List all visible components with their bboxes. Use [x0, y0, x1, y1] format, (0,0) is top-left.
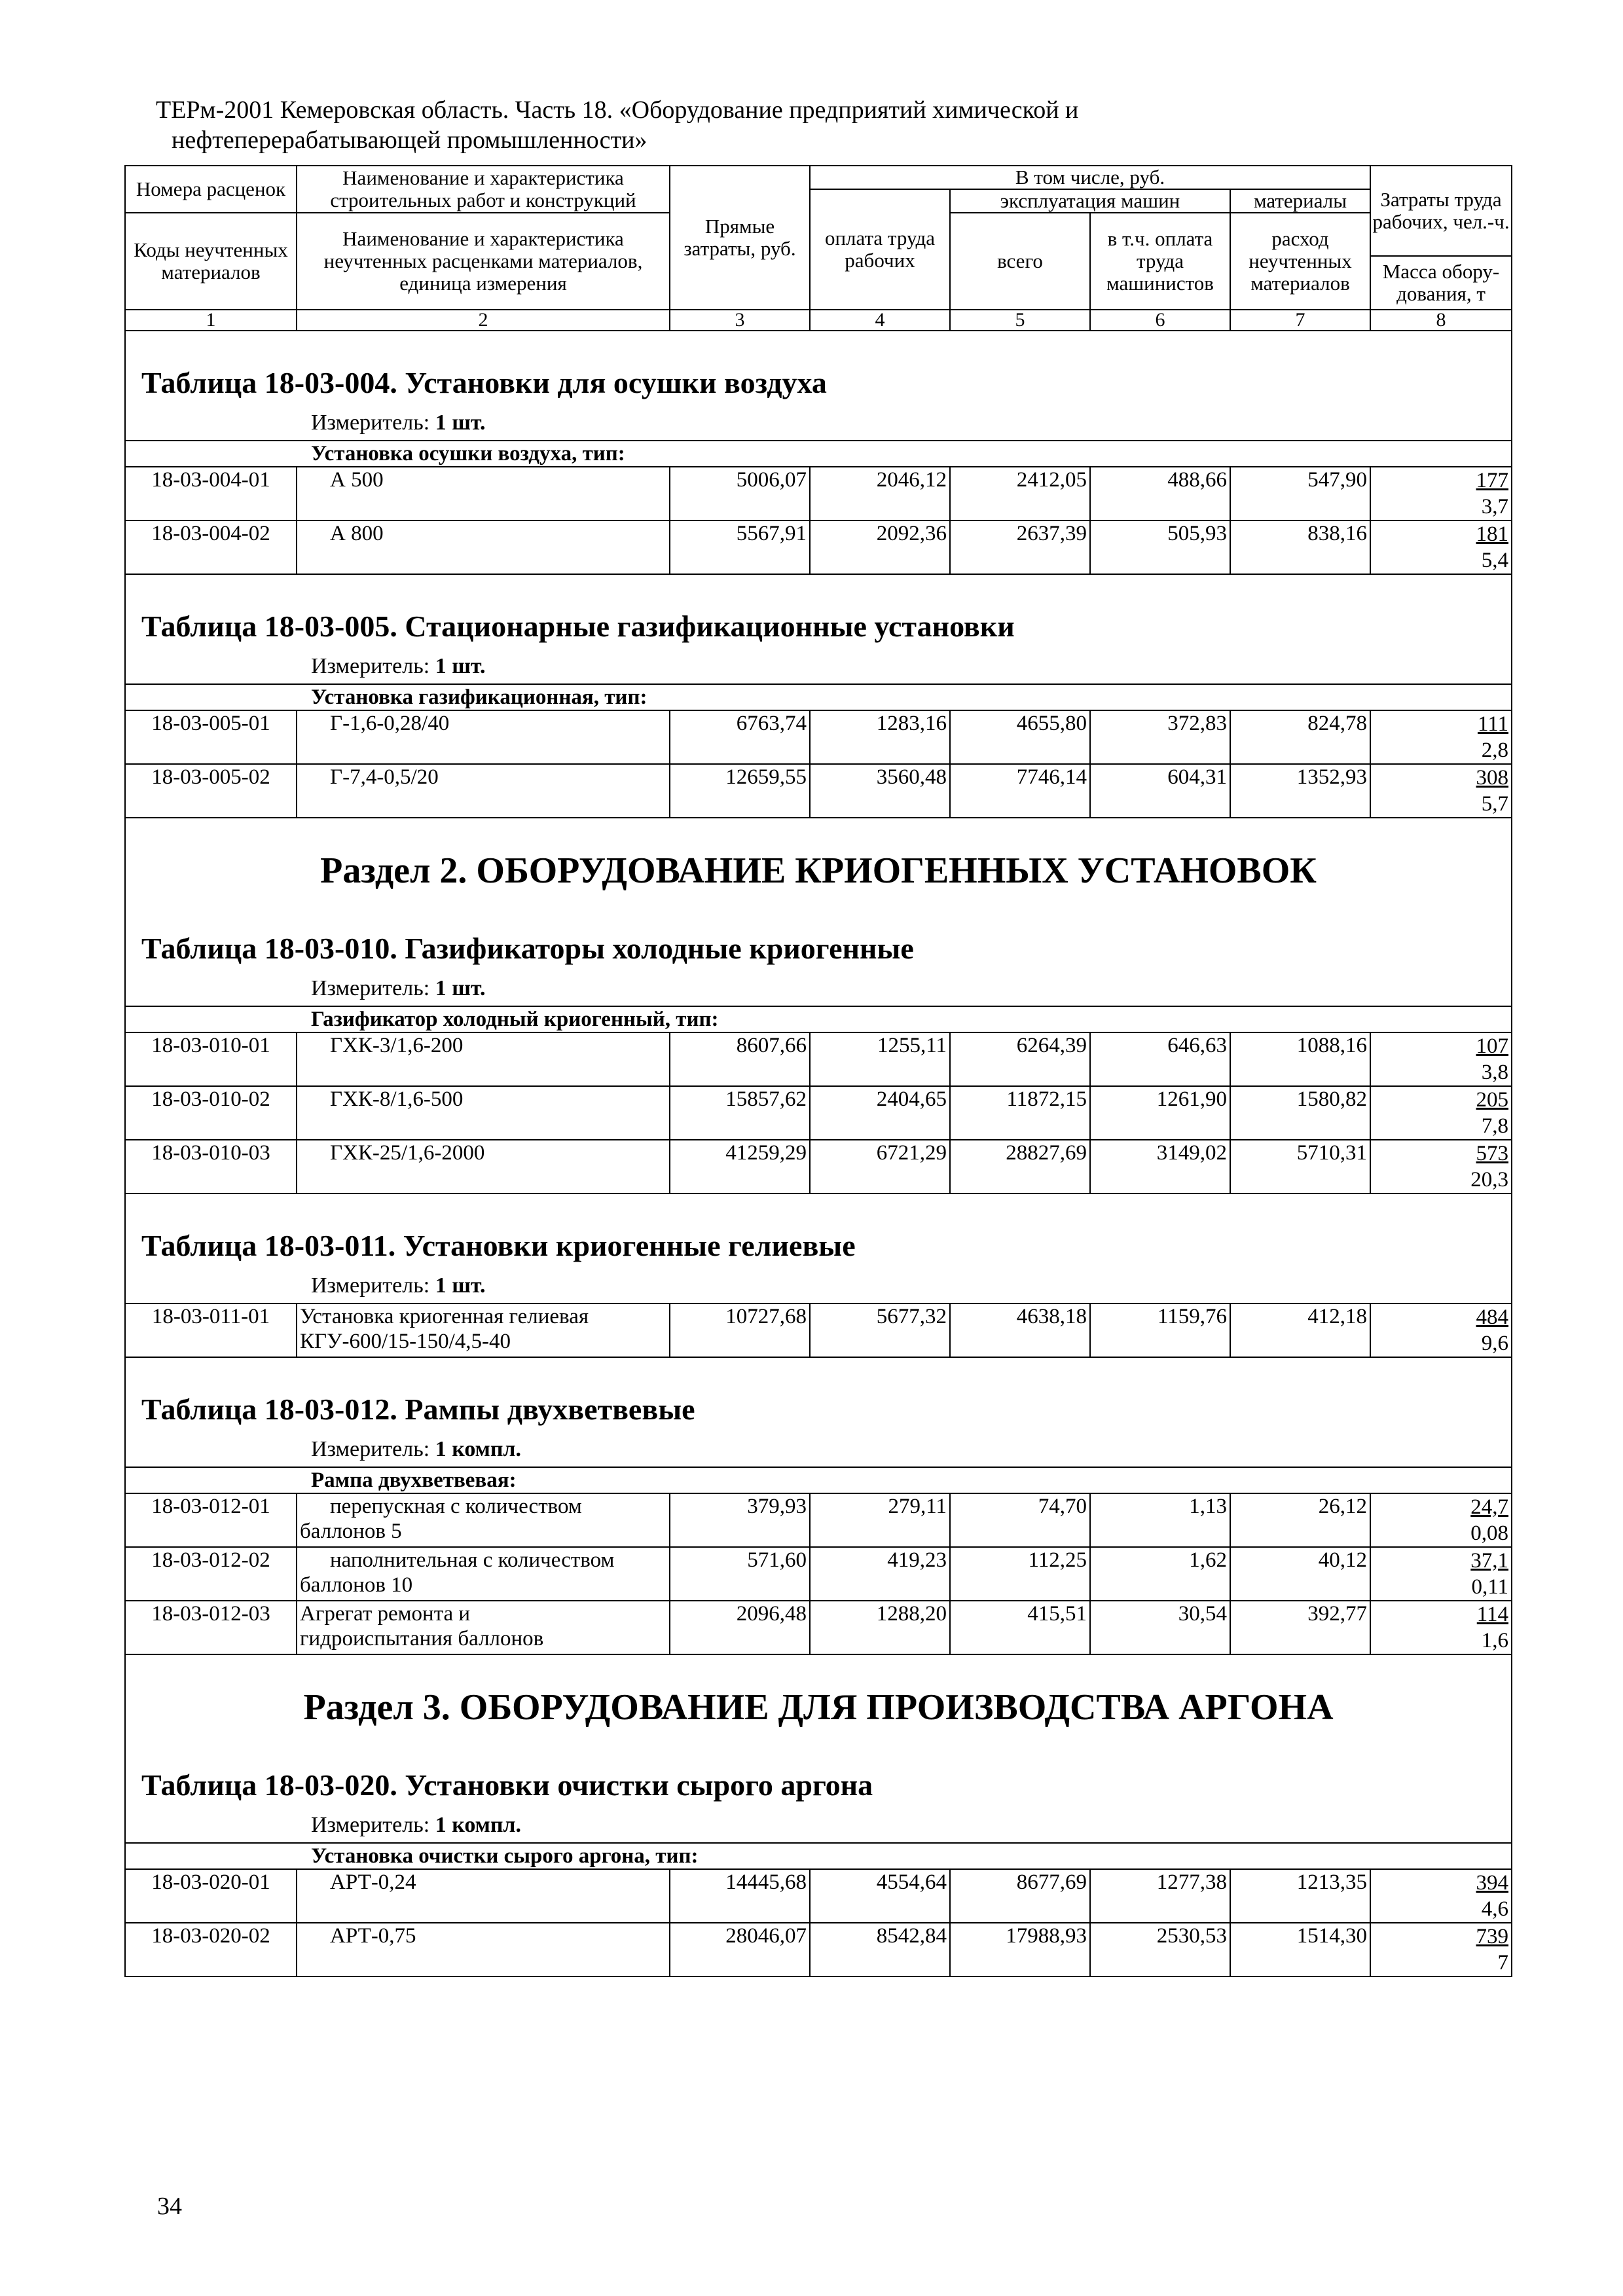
equipment-mass: 3,8 [1481, 1061, 1509, 1084]
rate-name: Г-1,6-0,28/40 [297, 710, 670, 764]
col-num: 2 [297, 310, 670, 331]
materials: 1514,30 [1230, 1923, 1370, 1977]
vtch-header: в т.ч. оплата труда машинистов [1090, 213, 1230, 310]
equipment-mass: 7 [1497, 1951, 1509, 1975]
labor-hours: 308 [1476, 766, 1509, 790]
equipment-mass: 5,7 [1481, 792, 1509, 816]
oplata-header: оплата труда рабочих [810, 189, 950, 310]
rate-code: 18-03-010-01 [125, 1032, 297, 1086]
rate-name-line1: наполнительная с количеством [330, 1548, 615, 1572]
measure-value: 1 шт. [435, 410, 486, 435]
labor-mass [1370, 1303, 1512, 1357]
machine-total: 6264,39 [950, 1032, 1090, 1086]
direct-cost: 10727,68 [670, 1303, 810, 1357]
rate-name-line2: гидроиспытания баллонов [300, 1627, 544, 1650]
machinist-pay: 30,54 [1090, 1601, 1230, 1654]
rate-name [297, 1493, 670, 1547]
col1-top-header: Номера расценок [125, 166, 297, 213]
rate-name: ГХК-8/1,6-500 [297, 1086, 670, 1140]
materials: 412,18 [1230, 1303, 1370, 1357]
table-title: Таблица 18-03-011. Установки криогенные гелиевые [141, 1229, 856, 1262]
measure-label: Измеритель: [311, 1437, 430, 1461]
machinist-pay: 3149,02 [1090, 1140, 1230, 1194]
machine-total: 8677,69 [950, 1869, 1090, 1923]
labor-mass [1370, 764, 1512, 818]
rate-name-line1: перепускная с количеством [330, 1495, 582, 1518]
table-header [125, 166, 1512, 331]
table-row [125, 1140, 1512, 1194]
table-row [125, 764, 1512, 818]
rate-name: АРТ-0,75 [297, 1923, 670, 1977]
measure-label: Измеритель: [311, 654, 430, 678]
labor-mass [1370, 467, 1512, 520]
labor-pay: 419,23 [810, 1547, 950, 1601]
materialy-header: материалы [1230, 189, 1370, 213]
labor-mass [1370, 710, 1512, 764]
group-row: Установка газификационная, тип: [125, 684, 1512, 710]
measure [126, 1434, 1511, 1467]
group-row: Газификатор холодный криогенный, тип: [125, 1006, 1512, 1032]
labor-pay: 5677,32 [810, 1303, 950, 1357]
table-title: Таблица 18-03-004. Установки для осушки воздуха [141, 366, 827, 399]
group-row: Установка осушки воздуха, тип: [125, 441, 1512, 467]
labor-pay: 1255,11 [810, 1032, 950, 1086]
labor-hours: 111 [1477, 712, 1509, 736]
machinist-pay: 1159,76 [1090, 1303, 1230, 1357]
measure-label: Измеритель: [311, 410, 430, 435]
rate-name [297, 1547, 670, 1601]
machine-total: 2412,05 [950, 467, 1090, 520]
labor-mass [1370, 1086, 1512, 1140]
measure-label: Измеритель: [311, 1813, 430, 1837]
machinist-pay: 372,83 [1090, 710, 1230, 764]
measure [126, 1270, 1511, 1303]
equipment-mass: 20,3 [1470, 1168, 1509, 1192]
labor-pay: 4554,64 [810, 1869, 950, 1923]
equipment-mass: 4,6 [1481, 1897, 1509, 1921]
machine-total: 4655,80 [950, 710, 1090, 764]
rate-code: 18-03-020-01 [125, 1869, 297, 1923]
page-header [156, 95, 1498, 155]
table-title-block [125, 1357, 1512, 1467]
page-number: 34 [157, 2193, 182, 2220]
rate-name: А 800 [297, 520, 670, 574]
machine-total: 11872,15 [950, 1086, 1090, 1140]
equipment-mass: 1,6 [1481, 1629, 1509, 1652]
direct-cost: 5006,07 [670, 467, 810, 520]
machinist-pay: 1277,38 [1090, 1869, 1230, 1923]
table-title-block [125, 1194, 1512, 1303]
labor-mass [1370, 1140, 1512, 1194]
labor-hours: 181 [1476, 522, 1509, 546]
rashod-header: расход неучтенных материалов [1230, 213, 1370, 310]
machine-total: 2637,39 [950, 520, 1090, 574]
equipment-mass: 7,8 [1481, 1114, 1509, 1138]
machinist-pay: 1,62 [1090, 1547, 1230, 1601]
direct-cost: 15857,62 [670, 1086, 810, 1140]
machine-total: 74,70 [950, 1493, 1090, 1547]
rate-code: 18-03-004-01 [125, 467, 297, 520]
labor-pay: 3560,48 [810, 764, 950, 818]
col2-bottom-header: Наименование и характеристика неучтенных расценками материалов, единица измерения [297, 213, 670, 310]
equipment-mass: 3,7 [1481, 495, 1509, 519]
rates-table [124, 165, 1512, 1977]
labor-pay: 8542,84 [810, 1923, 950, 1977]
measure-label: Измеритель: [311, 1273, 430, 1298]
equipment-mass: 5,4 [1481, 549, 1509, 572]
table-title: Таблица 18-03-020. Установки очистки сырого аргона [141, 1768, 873, 1802]
direct-cost: 6763,74 [670, 710, 810, 764]
labor-mass [1370, 1601, 1512, 1654]
labor-pay: 279,11 [810, 1493, 950, 1547]
col-num: 4 [810, 310, 950, 331]
table-row [125, 710, 1512, 764]
materials: 26,12 [1230, 1493, 1370, 1547]
labor-hours: 177 [1476, 469, 1509, 492]
table-row [125, 1601, 1512, 1654]
labor-pay: 6721,29 [810, 1140, 950, 1194]
rate-code: 18-03-010-02 [125, 1086, 297, 1140]
table-title: Таблица 18-03-012. Рампы двухветвевые [141, 1393, 695, 1426]
materials: 824,78 [1230, 710, 1370, 764]
labor-pay: 1283,16 [810, 710, 950, 764]
direct-cost: 12659,55 [670, 764, 810, 818]
equipment-mass: 0,11 [1471, 1575, 1509, 1599]
labor-mass [1370, 520, 1512, 574]
rate-code: 18-03-011-01 [125, 1303, 297, 1357]
labor-hours: 24,7 [1470, 1495, 1509, 1519]
rate-name: ГХК-25/1,6-2000 [297, 1140, 670, 1194]
vsego-header: всего [950, 213, 1090, 310]
col1-bottom-header: Коды неучтенных материалов [125, 213, 297, 310]
equipment-mass: 9,6 [1481, 1332, 1509, 1355]
equipment-mass: 2,8 [1481, 738, 1509, 762]
table-row [125, 467, 1512, 520]
rate-name: Г-7,4-0,5/20 [297, 764, 670, 818]
rate-code: 18-03-010-03 [125, 1140, 297, 1194]
rate-name: ГХК-3/1,6-200 [297, 1032, 670, 1086]
machine-total: 4638,18 [950, 1303, 1090, 1357]
machinist-pay: 505,93 [1090, 520, 1230, 574]
machinist-pay: 488,66 [1090, 467, 1230, 520]
materials: 5710,31 [1230, 1140, 1370, 1194]
incl-header: В том числе, руб. [810, 166, 1370, 189]
eksp-header: эксплуатация машин [950, 189, 1230, 213]
measure-value: 1 компл. [435, 1813, 522, 1837]
labor-hours: 739 [1476, 1925, 1509, 1948]
rate-name [297, 1601, 670, 1654]
labor-hours: 394 [1476, 1871, 1509, 1895]
rate-name-line2: баллонов 5 [300, 1520, 402, 1543]
labor-mass [1370, 1869, 1512, 1923]
group-row: Рампа двухветвевая: [125, 1467, 1512, 1493]
col-num: 3 [670, 310, 810, 331]
header-line-1: ТЕРм-2001 Кемеровская область. Часть 18. «Оборудование предприятий химической и [156, 96, 1079, 124]
materials: 1088,16 [1230, 1032, 1370, 1086]
direct-cost: 2096,48 [670, 1601, 810, 1654]
machine-total: 7746,14 [950, 764, 1090, 818]
direct-cost: 5567,91 [670, 520, 810, 574]
machinist-pay: 1261,90 [1090, 1086, 1230, 1140]
table-title-block [125, 818, 1512, 1006]
section-title: Раздел 2. ОБОРУДОВАНИЕ КРИОГЕННЫХ УСТАНОВОК [320, 850, 1317, 891]
labor-hours: 37,1 [1470, 1549, 1509, 1573]
group-row: Установка очистки сырого аргона, тип: [125, 1843, 1512, 1869]
materials: 392,77 [1230, 1601, 1370, 1654]
materials: 838,16 [1230, 520, 1370, 574]
measure-value: 1 шт. [435, 976, 486, 1000]
machine-total: 415,51 [950, 1601, 1090, 1654]
direct-cost: 28046,07 [670, 1923, 810, 1977]
labor-mass [1370, 1032, 1512, 1086]
measure-label: Измеритель: [311, 976, 430, 1000]
labor-mass [1370, 1923, 1512, 1977]
table-title: Таблица 18-03-005. Стационарные газификационные установки [141, 610, 1015, 643]
materials: 547,90 [1230, 467, 1370, 520]
col-num: 8 [1370, 310, 1512, 331]
table-row [125, 1303, 1512, 1357]
section-title: Раздел 3. ОБОРУДОВАНИЕ ДЛЯ ПРОИЗВОДСТВА АРГОНА [303, 1687, 1334, 1728]
materials: 1213,35 [1230, 1869, 1370, 1923]
rate-code: 18-03-020-02 [125, 1923, 297, 1977]
measure-value: 1 шт. [435, 1273, 486, 1298]
direct-cost: 571,60 [670, 1547, 810, 1601]
table-row [125, 1086, 1512, 1140]
table-row [125, 1493, 1512, 1547]
table-row [125, 1032, 1512, 1086]
rate-name-line2: баллонов 10 [300, 1573, 413, 1597]
machinist-pay: 1,13 [1090, 1493, 1230, 1547]
labor-hours: 107 [1476, 1034, 1509, 1058]
machinist-pay: 604,31 [1090, 764, 1230, 818]
header-line-2: нефтеперерабатывающей промышленности» [172, 126, 647, 154]
zatraty-header: Затраты труда рабочих, чел.-ч. [1370, 166, 1512, 256]
labor-hours: 573 [1476, 1142, 1509, 1165]
rate-code: 18-03-012-03 [125, 1601, 297, 1654]
rate-code: 18-03-005-02 [125, 764, 297, 818]
labor-pay: 1288,20 [810, 1601, 950, 1654]
table-row [125, 1547, 1512, 1601]
col-num: 1 [125, 310, 297, 331]
machine-total: 28827,69 [950, 1140, 1090, 1194]
materials: 40,12 [1230, 1547, 1370, 1601]
table-title-block [125, 1654, 1512, 1843]
table-row [125, 520, 1512, 574]
machine-total: 17988,93 [950, 1923, 1090, 1977]
col-num: 7 [1230, 310, 1370, 331]
measure-value: 1 компл. [435, 1437, 522, 1461]
direct-cost: 14445,68 [670, 1869, 810, 1923]
labor-hours: 114 [1476, 1603, 1509, 1626]
labor-hours: 484 [1476, 1305, 1509, 1329]
massa-header: Масса обору-дования, т [1370, 256, 1512, 310]
rate-name-line1: Агрегат ремонта и [300, 1602, 471, 1626]
col2-top-header: Наименование и характеристика строительных работ и конструкций [297, 166, 670, 213]
measure [126, 973, 1511, 1006]
direct-cost: 379,93 [670, 1493, 810, 1547]
rate-code: 18-03-012-02 [125, 1547, 297, 1601]
col-num: 5 [950, 310, 1090, 331]
equipment-mass: 0,08 [1470, 1522, 1509, 1545]
rate-name: Установка криогенная гелиевая КГУ-600/15-150/4,5-40 [297, 1303, 670, 1357]
labor-mass [1370, 1493, 1512, 1547]
measure-value: 1 шт. [435, 654, 486, 678]
table-title-block [125, 574, 1512, 684]
direct-cost: 8607,66 [670, 1032, 810, 1086]
rate-code: 18-03-005-01 [125, 710, 297, 764]
measure [126, 651, 1511, 683]
table-row [125, 1923, 1512, 1977]
materials: 1352,93 [1230, 764, 1370, 818]
col3-header: Прямые затраты, руб. [670, 166, 810, 310]
table-title: Таблица 18-03-010. Газификаторы холодные криогенные [141, 932, 914, 965]
rate-name: А 500 [297, 467, 670, 520]
measure [126, 407, 1511, 440]
labor-mass [1370, 1547, 1512, 1601]
rate-code: 18-03-004-02 [125, 520, 297, 574]
labor-pay: 2092,36 [810, 520, 950, 574]
table-title-block [125, 331, 1512, 441]
direct-cost: 41259,29 [670, 1140, 810, 1194]
machinist-pay: 646,63 [1090, 1032, 1230, 1086]
labor-hours: 205 [1476, 1088, 1509, 1112]
labor-pay: 2046,12 [810, 467, 950, 520]
table-row [125, 1869, 1512, 1923]
measure [126, 1810, 1511, 1842]
materials: 1580,82 [1230, 1086, 1370, 1140]
col-num: 6 [1090, 310, 1230, 331]
labor-pay: 2404,65 [810, 1086, 950, 1140]
rate-name: АРТ-0,24 [297, 1869, 670, 1923]
machinist-pay: 2530,53 [1090, 1923, 1230, 1977]
rate-code: 18-03-012-01 [125, 1493, 297, 1547]
machine-total: 112,25 [950, 1547, 1090, 1601]
